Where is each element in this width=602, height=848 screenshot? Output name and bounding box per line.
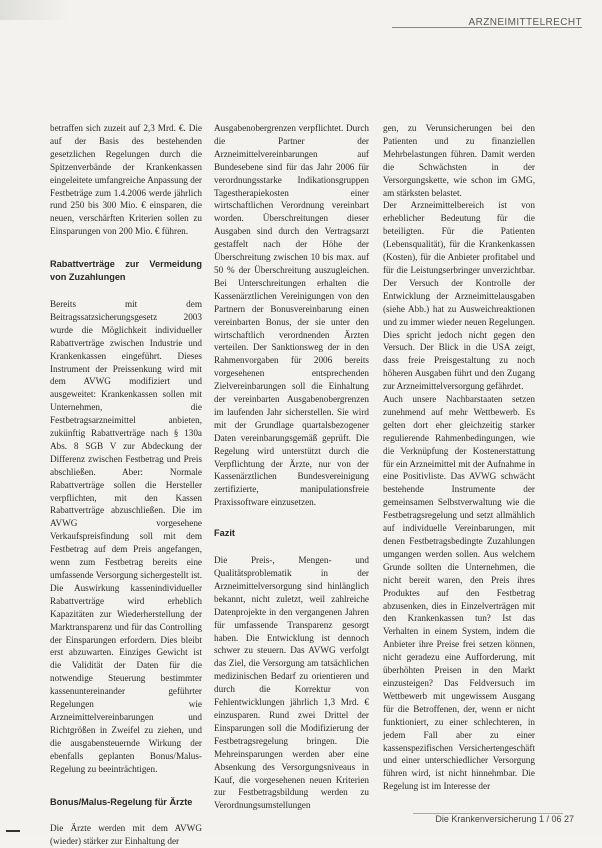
section-heading: Rabattverträge zur Vermeidung von Zuzahlungen — [50, 259, 202, 283]
paragraph: Bereits mit dem Beitragssatzsicherungsgesetz 2003 wurde die Möglichkeit individueller Rabattverträge zwischen Industrie und Krankenkassen eingeführt. Dieses Instrument der Preissenkung wird mit dem AVWG modifiziert und ausgeweitet: Krankenkassen sollen mit Unternehmen, die Festbetragsarzneimittel anbieten, zukünftig Rabattverträge nach § 130a Abs. 8 SGB V zur Abdeckung der Differenz zwischen Festbetrag und Preis abschließen. Aber: Normale Rabattverträge sollen die Hersteller verpflichten, mit den Kassen Rabattverträge abzuschließen. Die im AVWG vorgesehene Verkaufspreisfindung soll mit dem Festbetrag auf dem Preis angefangen, wenn zum Festbetrag bereits eine umfassende Versorgung sichergestellt ist. Die Auswirkung kassenindividueller Rabattverträge wird erheblich Kapazitäten zur Wiederherstellung der Marktransparenz und für das Controlling der Einsparungen erfordern. Dies bleibt erst abzuwarten. Einziges Gewicht ist die Validität der Daten für die notwendige Steuerung bestimmter kassenuntereinander geführter Regelungen wie Arzneimittelvereinbarungen und Richtgrößen in Zweifel zu ziehen, und die ausgabensteuernde Wirkung der ebenfalls geplanten Bonus/Malus-Regelung zu beeinträchtigen. — [50, 298, 202, 774]
page-number: 27 — [563, 814, 574, 824]
paragraph: betraffen sich zuzeit auf 2,3 Mrd. €. Die auf der Basis des bestehenden gesetzlichen Regelungen durch die Spitzenverbände der Krankenkassen eingeleitete umfangreiche Anpassung der Festbeträge zum 1.4.2006 werde jährlich rund 250 bis 300 Mio. € einsparen, die neuen, verschärften Kriterien sollen zu Einsparungen von 200 Mio. € führen. — [50, 123, 202, 237]
page-footer — [435, 814, 574, 824]
page-header — [392, 12, 582, 30]
section-title: ARZNEIMITTELRECHT — [468, 17, 582, 28]
paragraph: Ausgabenobergrenzen verpflichtet. Durch die Partner der Arzneimittelvereinbarungen auf Bundesebene sind für das Jahr 2006 für verordnungsstarke Indikationsgruppen Tagestherapiekosten einer wirtschaftlichen Verordnung vereinbart worden. Überschreitungen dieser Ausgaben sind durch den Vertragsarzt gestaffelt nach der Höhe der Überschreitung zwischen 10 bis max. auf 50 % der Überschreitung auszugleichen. Bei Unterschreitungen erhalten die Kassenärztlichen Vereinigungen von den Partnern der Bonusvereinbarung einen vereinbarten Bonus, der sie unter den wirtschaftlich verordnenden Ärzten verteilen. Der Sanktionsweg der in den Rahmenvorgaben für 2006 bereits vorgesehenen entsprechenden Zielvereinbarungen soll die Einhaltung der vereinbarten Ausgabenobergrenzen im laufenden Jahr sicherstellen. Sie wird mit der Grundlage quartalsbezogener Daten vereinbarungsgemäß geprüft. Die Regelung wird unterstützt durch die Verpflichtung der Ärzte, nur von der Kassenärztlichen Bundesvereinigung zertifizierte, manipulationsfreie Praxissoftware einzusetzen. — [214, 123, 369, 508]
paragraph: Die Preis-, Mengen- und Qualitätsproblematik in der Arzneimittelversorgung sind hinlänglich bekannt, nicht zuletzt, weil zahlreiche Datenprojekte in den vergangenen Jahren für umfassende Transparenz gesorgt haben. Die Entwicklung ist dennoch schwer zu steuern. Das AVWG verfolgt das Ziel, die Versorgung am tatsächlichen medizinischen Bedarf zu orientieren und durch die Korrektur von Fehlentwicklungen jährlich 1,3 Mrd. € einzusparen. Rund zwei Drittel der Einsparungen soll die Modifizierung der Festbetragsregelung bringen. Die Mehreinsparungen werden aber eine Absenkung des Versorgungsniveaus in Kauf, die vorgesehenen neuen Kriterien zur Festbetragsbildung werden zu Verordnungsumstellungen — [214, 555, 369, 811]
paragraph: Auch unsere Nachbarstaaten setzen zunehmend auf mehr Wettbewerb. Es gelten dort eher gleichzeitig starker regulierende Rahmenbedingungen, wie die Verknüpfung der Kostenerstattung für ein Arzneimittel mit der Aufnahme in eine Positivliste. Das AVWG schwächt bestehende Instrumente der gemeinsamen Selbstverwaltung wie die Festbetragsregelung und setzt allmählich auf individuelle Vereinbarungen, mit denen Festbetragsbedingte Zuzahlungen umgangen werden sollen. Aus welchem Grunde sollten die Unternehmen, die nicht bereit waren, den Preis ihres Produktes auf den Festbetrag abzusenken, dies in Einzelverträgen mit den Krankenkassen tun? Ist das Verhalten in einem System, indem die Anbieter ihre Preise frei setzen können, nicht geradezu eine Aufforderung, mit überhöhten Preisen in den Markt einzusteigen? Das Feldversuch im Wettbewerb mit ungewissem Ausgang für die Betroffenen, der, wenn er nicht funktioniert, zu einer schlechteren, in jedem Fall aber zu einer kassenspezifischen Versichertengeschäft und einer unterschiedlicher Versorgung führen wird, ist nicht hinnehmbar. Die Regelung ist im Interesse der — [383, 394, 535, 792]
paragraph: Die Ärzte werden mit dem AVWG (wieder) stärker zur Einhaltung der — [50, 823, 202, 847]
text-column-2 — [214, 122, 369, 812]
section-heading: Fazit — [214, 528, 235, 539]
margin-mark — [6, 830, 20, 832]
text-column-3 — [383, 122, 535, 793]
scan-shadow — [0, 0, 70, 20]
text-column-1 — [50, 122, 202, 848]
paragraph: Der Arzneimittelbereich ist von erheblicher Bedeutung für die beteiligten. Für die Patienten (Lebensqualität), für die Krankenkassen (Kosten), für die Anbieter profitabel und für die Leistungserbringer unverzichtbar. Der Versuch der Kontrolle der Entwicklung der Arzneimittelausgaben (siehe Abb.) hat zu Ausweichreaktionen und zu immer wieder neuen Regelungen. Dies spricht jedoch nicht gegen den Versuch. Der Blick in die USA zeigt, dass freie Preisgestaltung zu noch höheren Ausgaben führt und den Zugang zur Arzneimittelversorgung gefährdet. — [383, 200, 535, 392]
section-heading: Bonus/Malus-Regelung für Ärzte — [50, 796, 193, 807]
journal-label: Die Krankenversicherung 1 / 06 — [435, 814, 562, 824]
paragraph: gen, zu Verunsicherungen bei den Patienten und zu finanziellen Mehrbelastungen führen. Damit werden die Schwächsten in der Versorgungskette, wie schon im GMG, am stärksten belastet. — [383, 123, 535, 198]
header-rule — [392, 27, 582, 28]
